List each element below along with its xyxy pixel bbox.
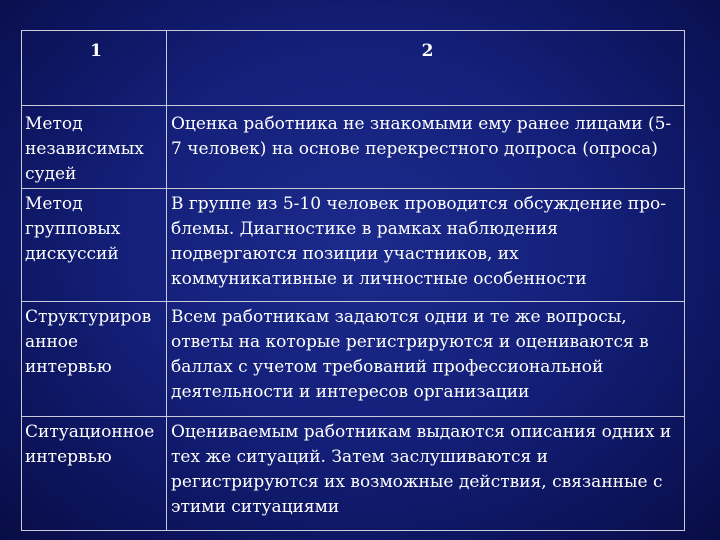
table-header-row: [22, 31, 685, 106]
method-name-cell: Метод независимых судей: [22, 106, 167, 189]
method-name-cell: Ситуационное интервью: [22, 417, 167, 531]
method-description-cell: В группе из 5-10 человек проводится обсуждение про-блемы. Диагностике в рамках наблюдения подвергаются позиции участников, их коммуникативные и личностные особенности: [167, 189, 685, 302]
method-name-cell: Структуриров анное интервью: [22, 302, 167, 417]
table-row: [22, 106, 685, 189]
table-row: [22, 189, 685, 302]
method-description-cell: Всем работникам задаются одни и те же вопросы, ответы на которые регистрируются и оцениваются в баллах с учетом требований профессиональной деятельности и интересов организации: [167, 302, 685, 417]
method-name-cell: Метод групповых дискуссий: [22, 189, 167, 302]
method-description-cell: Оценка работника не знакомыми ему ранее лицами (5-7 человек) на основе перекрестного допроса (опроса): [167, 106, 685, 189]
methods-table: [21, 30, 685, 531]
column-header-2: 2: [167, 31, 685, 106]
column-header-1: 1: [22, 31, 167, 106]
method-description-cell: Оцениваемым работникам выдаются описания одних и тех же ситуаций. Затем заслушиваются и регистрируются их возможные действия, связанные с этими ситуациями: [167, 417, 685, 531]
table-row: [22, 417, 685, 531]
table-row: [22, 302, 685, 417]
